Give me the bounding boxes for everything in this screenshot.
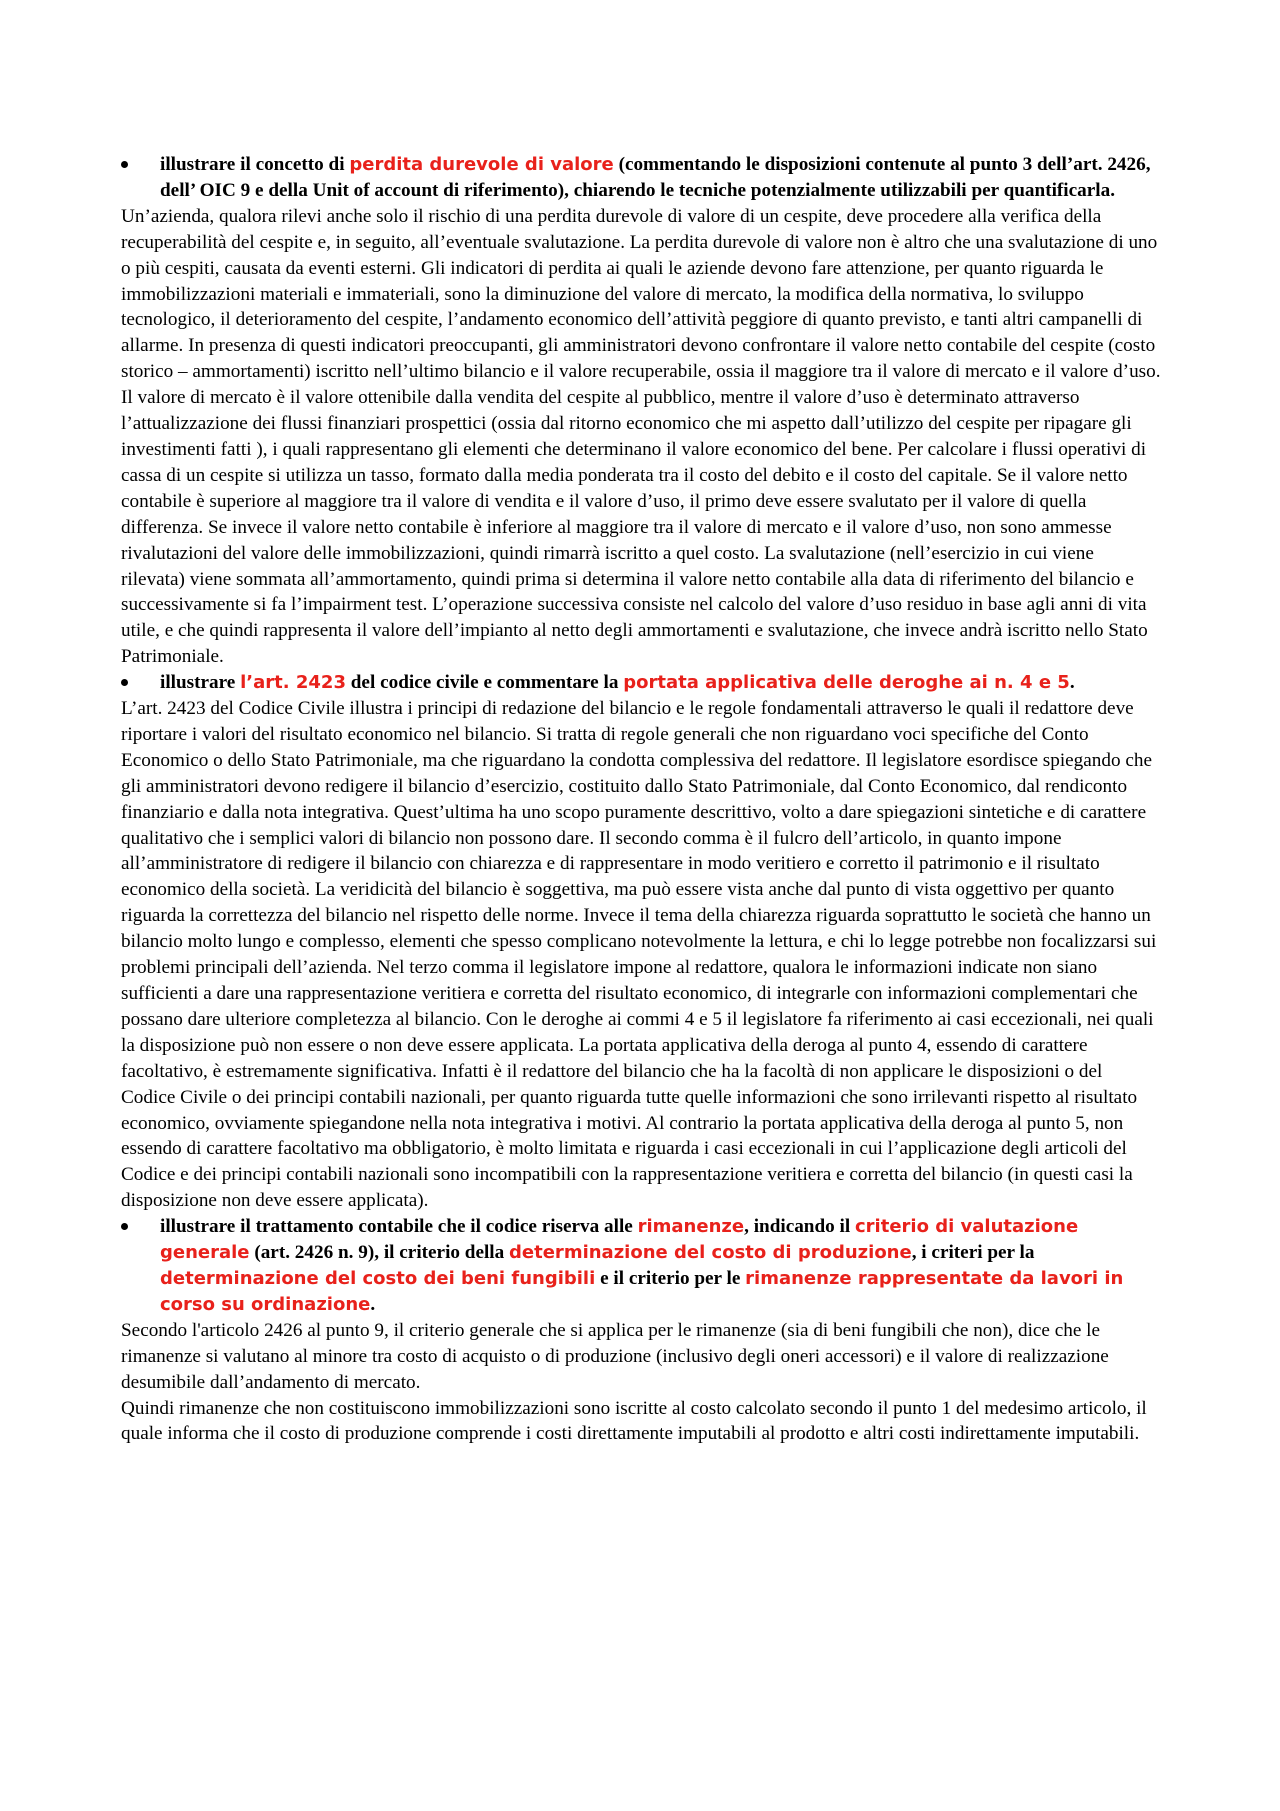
- body-paragraph: Quindi rimanenze che non costituiscono immobilizzazioni sono iscritte al costo calcolato secondo il punto 1 del medesimo articolo, il quale informa che il costo di produzione comprende i costi direttamente imputabili al prodotto e altri costi indirettamente imputabili.: [121, 1397, 1147, 1445]
- heading-text: .: [1069, 672, 1075, 694]
- section-heading-3: [121, 1214, 1161, 1318]
- bullet-icon: [121, 1223, 128, 1230]
- heading-highlight: criterio di valutazione generale: [160, 1216, 1079, 1264]
- body-paragraph: Secondo l'articolo 2426 al punto 9, il criterio generale che si applica per le rimanenze (sia di beni fungibili che non), dice che le rimanenze si valutano al minore tra costo di acquisto o di produzione (inclusivo degli oneri accessori) e il valore di realizzazione desumibile dall’andamento di mercato.: [121, 1319, 1109, 1393]
- heading-highlight: l’art. 2423: [240, 672, 346, 694]
- heading-highlight: determinazione del costo di produzione: [509, 1242, 912, 1264]
- heading-text: illustrare: [160, 672, 241, 694]
- section-heading-1: [121, 152, 1161, 204]
- heading-highlight: perdita durevole di valore: [349, 154, 614, 175]
- document-page: [121, 152, 1161, 1447]
- heading-text: e il criterio per le: [595, 1267, 746, 1289]
- heading-highlight: rimanenze: [637, 1216, 745, 1238]
- section-heading-2: [121, 670, 1161, 696]
- heading-highlight: determinazione del costo dei beni fungibili: [160, 1267, 596, 1289]
- heading-text: illustrare il trattamento contabile che il codice riserva alle: [160, 1216, 638, 1238]
- body-paragraph: L’art. 2423 del Codice Civile illustra i principi di redazione del bilancio e le regole fondamentali attraverso le quali il redattore deve riportare i valori del risultato economico nel bilancio. Si tratta di regole generali che non riguardano voci specifiche del Conto Economico o dello Stato Patrimoniale, ma che riguardano la condotta complessiva del redattore. Il legislatore esordisce spiegando che gli amministratori devono redigere il bilancio d’esercizio, costituito dallo Stato Patrimoniale, dal Conto Economico, dal rendiconto finanziario e dalla nota integrativa. Quest’ultima ha uno scopo puramente descrittivo, volto a dare spiegazioni sintetiche e di carattere qualitativo che i semplici valori di bilancio non possono dare. Il secondo comma è il fulcro dell’articolo, in quanto impone all’amministratore di redigere il bilancio con chiarezza e di rappresentare in modo veritiero e corretto il patrimonio e il risultato economico della società. La veridicità del bilancio è soggettiva, ma può essere vista anche dal punto di vista oggettivo per quanto riguarda la correttezza del bilancio nel rispetto delle norme. Invece il tema della chiarezza riguarda soprattutto le società che hanno un bilancio molto lungo e complesso, elementi che spesso complicano notevolmente la lettura, e chi lo legge potrebbe non focalizzarsi sui problemi principali dell’azienda. Nel terzo comma il legislatore impone al redattore, qualora le informazioni indicate non siano sufficienti a dare una rappresentazione veritiera e corretta del risultato economico, di integrarle con informazioni complementari che possano dare ulteriore completezza al bilancio. Con le deroghe ai commi 4 e 5 il legislatore fa riferimento ai casi eccezionali, nei quali la disposizione può non essere o non deve essere applicata. La portata applicativa della deroga al punto 4, essendo di carattere facoltativo, è estremamente significativa. Infatti è il redattore del bilancio che ha la facoltà di non applicare le disposizioni o del Codice Civile o dei principi contabili nazionali, per quanto riguarda tutte quelle informazioni che sono irrilevanti rispetto al risultato economico, ovviamente spiegandone nella nota integrativa i motivi. Al contrario la portata applicativa della deroga al punto 5, non essendo di carattere facoltativo ma obbligatorio, è molto limitata e riguarda i casi eccezionali in cui l’applicazione degli articoli del Codice e dei principi contabili nazionali sono incompatibili con la rappresentazione veritiera e corretta del bilancio (in questi casi la disposizione non deve essere applicata).: [121, 698, 1157, 1212]
- body-paragraph: Un’azienda, qualora rilevi anche solo il rischio di una perdita durevole di valore di un cespite, deve procedere alla verifica della recuperabilità del cespite e, in seguito, all’eventuale svalutazione. La perdita durevole di valore non è altro che una svalutazione di uno o più cespiti, causata da eventi esterni. Gli indicatori di perdita ai quali le aziende devono fare attenzione, per quanto riguarda le immobilizzazioni materiali e immateriali, sono la diminuzione del valore di mercato, la modifica della normativa, lo sviluppo tecnologico, il deterioramento del cespite, l’andamento economico dell’attività peggiore di quanto previsto, e tanti altri campanelli di allarme. In presenza di questi indicatori preoccupanti, gli amministratori devono confrontare il valore netto contabile del cespite (costo storico – ammortamenti) iscritto nell’ultimo bilancio e il valore recuperabile, ossia il maggiore tra il valore di mercato e il valore d’uso. Il valore di mercato è il valore ottenibile dalla vendita del cespite al pubblico, mentre il valore d’uso è determinato attraverso l’attualizzazione dei flussi finanziari prospettici (ossia dal ritorno economico che mi aspetto dall’utilizzo del cespite per ripagare gli investimenti fatti ), i quali rappresentano gli elementi che determinano il valore economico del bene. Per calcolare i flussi operativi di cassa di un cespite si utilizza un tasso, formato dalla media ponderata tra il costo del debito e il costo del capitale. Se il valore netto contabile è superiore al maggiore tra il valore di vendita e il valore d’uso, il primo deve essere svalutato per il valore di quella differenza. Se invece il valore netto contabile è inferiore al maggiore tra il valore di mercato e il valore d’uso, non sono ammesse rivalutazioni del valore delle immobilizzazioni, quindi rimarrà iscritto a quel costo. La svalutazione (nell’esercizio in cui viene rilevata) viene sommata all’ammortamento, quindi prima si determina il valore netto contabile alla data di riferimento del bilancio e successivamente si fa l’impairment test. L’operazione successiva consiste nel calcolo del valore d’uso residuo in base agli anni di vita utile, e che quindi rappresenta il valore dell’impianto al netto degli ammortamenti e svalutazione, che invece andrà iscritto nello Stato Patrimoniale.: [121, 205, 1161, 668]
- heading-text: , indicando il: [744, 1216, 855, 1238]
- bullet-icon: [121, 679, 128, 686]
- heading-text: illustrare il concetto di: [160, 154, 350, 175]
- heading-highlight: portata applicativa delle deroghe ai n. 4 e 5: [623, 672, 1070, 694]
- heading-text: , i criteri per la: [911, 1242, 1035, 1264]
- heading-text: (art. 2426 n. 9), il criterio della: [249, 1242, 510, 1264]
- bullet-icon: [121, 161, 128, 168]
- heading-text: .: [370, 1293, 376, 1315]
- heading-highlight: rimanenze rappresentate da lavori in corso su ordinazione: [160, 1267, 1124, 1315]
- heading-text: (commentando le disposizioni contenute al punto 3 dell’art. 2426, dell’ OIC 9 e della Unit of account di riferimento), chiarendo le tecniche potenzialmente utilizzabili per quantificarla.: [160, 154, 1151, 201]
- heading-text: del codice civile e commentare la: [345, 672, 624, 694]
